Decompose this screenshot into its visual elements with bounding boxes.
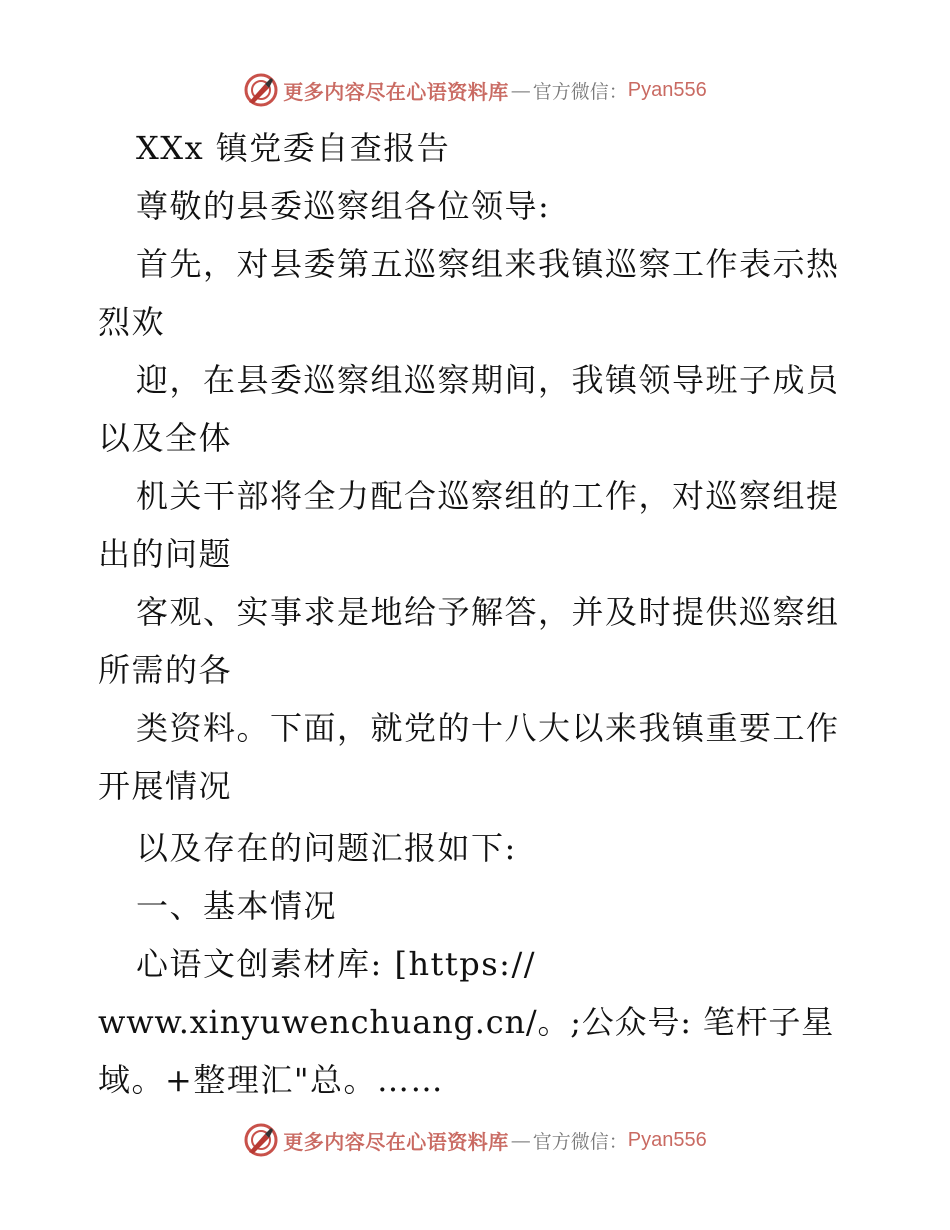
doc-line: 所需的各	[98, 651, 233, 689]
doc-line: 迎，在县委巡察组巡察期间，我镇领导班子成员	[136, 361, 840, 399]
doc-salutation: 尊敬的县委巡察组各位领导:	[136, 187, 551, 225]
banner-separator: —	[510, 78, 531, 102]
doc-line: 客观、实事求是地给予解答，并及时提供巡察组	[136, 593, 840, 631]
source-line: 域。+整理汇"总。……	[98, 1061, 445, 1099]
doc-line: 首先，对县委第五巡察组来我镇巡察工作表示热	[136, 245, 840, 283]
banner-separator: —	[510, 1128, 531, 1152]
doc-line: 出的问题	[98, 535, 233, 573]
doc-title: XXx 镇党委自查报告	[136, 129, 451, 167]
banner-wechat-label: 官方微信：	[532, 80, 628, 103]
doc-line: 开展情况	[98, 767, 233, 805]
source-line: www.xinyuwenchuang.cn/。;公众号: 笔杆子星	[98, 1003, 834, 1041]
doc-line: 以及全体	[98, 419, 233, 457]
banner-text: 更多内容尽在心语资料库	[283, 1129, 509, 1154]
banner-wechat-label: 官方微信：	[532, 1130, 628, 1153]
doc-line: 类资料。下面，就党的十八大以来我镇重要工作	[136, 709, 840, 747]
banner-text: 更多内容尽在心语资料库	[283, 79, 509, 104]
footer-watermark-banner	[0, 1120, 950, 1160]
pen-logo-icon	[243, 1122, 279, 1158]
section-heading: 一、基本情况	[136, 887, 338, 925]
doc-line: 机关干部将全力配合巡察组的工作，对巡察组提	[136, 477, 840, 515]
banner-wechat-id: Pyan556	[627, 1128, 707, 1151]
banner-wechat-id: Pyan556	[627, 78, 707, 101]
doc-line: 烈欢	[98, 303, 166, 341]
doc-line: 以及存在的问题汇报如下:	[136, 829, 517, 867]
source-line: 心语文创素材库: [https://	[136, 945, 537, 983]
